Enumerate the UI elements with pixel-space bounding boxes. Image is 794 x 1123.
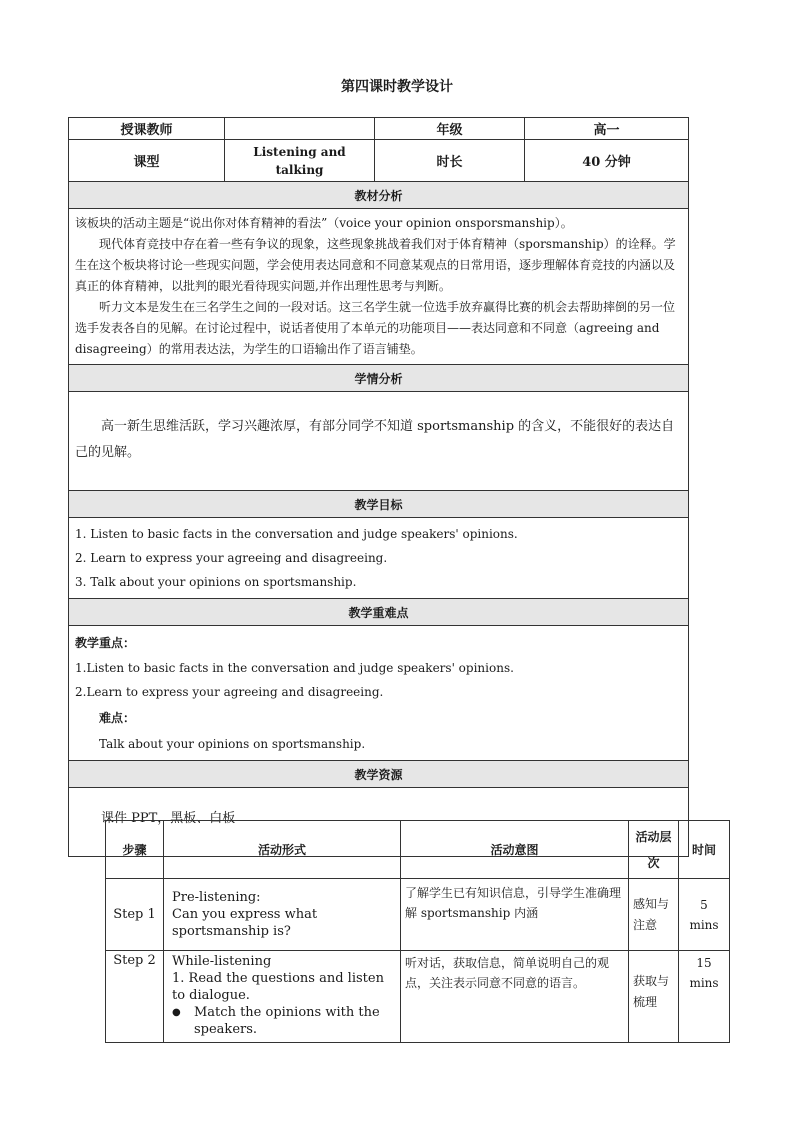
focus-item: 2.Learn to express your agreeing and disagreeing. <box>75 685 384 699</box>
learners-body <box>69 392 689 491</box>
section-heading-analysis: 教材分析 <box>69 182 689 209</box>
lesson-info-table <box>68 117 689 857</box>
time-value: 15 <box>696 956 712 970</box>
steps-header-row <box>106 821 730 879</box>
section-heading-learners: 学情分析 <box>69 365 689 392</box>
teacher-label: 授课教师 <box>69 118 225 140</box>
time-unit: mins <box>689 976 719 990</box>
type-value: Listening and talking <box>225 140 375 182</box>
time-value: 5 <box>700 897 708 912</box>
grade-label: 年级 <box>375 118 525 140</box>
type-label: 课型 <box>69 140 225 182</box>
difficulty-text: Talk about your opinions on sportsmanship. <box>99 737 366 751</box>
analysis-body <box>69 209 689 365</box>
form-line: Match the opinions with the speakers. <box>194 1005 380 1037</box>
objective-item: 3. Talk about your opinions on sportsmanship. <box>75 575 357 589</box>
duration-value: 40 分钟 <box>525 140 689 182</box>
step-label: Step 1 <box>106 879 164 951</box>
intent-text: 听对话，获取信息，简单说明自己的观点，关注表示同意不同意的语言。 <box>401 951 629 1043</box>
list-item <box>172 1004 396 1038</box>
time-unit: mins <box>689 917 719 932</box>
key-points-body <box>69 626 689 761</box>
analysis-paragraph-2: 现代体育竞技中存在着一些有争议的现象，这些现象挑战着我们对于体育精神（sporsmanship）的诠释。学生在这个板块将讨论一些现实问题，学会使用表达同意和不同意某观点的日常用语，逐步理解体育竞技的内涵以及真正的体育精神，以批判的眼光看待现实问题,并作出理性思考与判断。 <box>75 237 676 293</box>
info-row-teacher <box>69 118 689 140</box>
objectives-body <box>69 518 689 599</box>
form-line: Pre-listening: <box>172 890 261 905</box>
form-line: While-listening <box>172 954 272 969</box>
focus-item: 1.Listen to basic facts in the conversation and judge speakers' opinions. <box>75 661 514 675</box>
header-form: 活动形式 <box>164 821 401 879</box>
form-line: 1. Read the questions and listen to dialogue. <box>172 971 384 1003</box>
level-text: 获取与梳理 <box>629 951 679 1043</box>
learners-text: 高一新生思维活跃，学习兴趣浓厚，有部分同学不知道 sportsmanship 的含义，不能很好的表达自己的见解。 <box>75 419 675 460</box>
header-step: 步骤 <box>106 821 164 879</box>
resources-text: 课件 PPT，黑板、白板 <box>101 811 236 826</box>
table-row <box>106 951 730 1043</box>
teacher-value <box>225 118 375 140</box>
analysis-paragraph-1: 该板块的活动主题是“说出你对体育精神的看法”（voice your opinion onsporsmanship）。 <box>75 216 573 230</box>
level-text: 感知与注意 <box>629 879 679 951</box>
section-heading-key-points: 教学重难点 <box>69 599 689 626</box>
header-intent: 活动意图 <box>401 821 629 879</box>
header-level: 活动层次 <box>629 821 679 879</box>
bullet-icon: ● <box>172 1007 181 1018</box>
objective-item: 2. Learn to express your agreeing and disagreeing. <box>75 551 388 565</box>
page-title: 第四课时教学设计 <box>341 79 453 95</box>
objective-item: 1. Listen to basic facts in the conversation and judge speakers' opinions. <box>75 527 518 541</box>
header-time: 时间 <box>679 821 730 879</box>
analysis-paragraph-3: 听力文本是发生在三名学生之间的一段对话。这三名学生就一位选手放弃赢得比赛的机会去帮助摔倒的另一位选手发表各自的见解。在讨论过程中，说话者使用了本单元的功能项目——表达同意和不同意（agreeing and disagreeing）的常用表达法，为学生的口语输出作了语言铺垫。 <box>75 300 676 356</box>
intent-text: 了解学生已有知识信息，引导学生准确理解 sportsmanship 内涵 <box>401 879 629 951</box>
duration-label: 时长 <box>375 140 525 182</box>
difficulty-label: 难点： <box>99 711 136 725</box>
table-row <box>106 879 730 951</box>
activity-steps-table <box>105 820 730 1043</box>
step-label: Step 2 <box>106 951 164 1043</box>
info-row-type <box>69 140 689 182</box>
section-heading-objectives: 教学目标 <box>69 491 689 518</box>
form-line: Can you express what sportsmanship is? <box>172 907 318 939</box>
grade-value: 高一 <box>525 118 689 140</box>
focus-label: 教学重点： <box>75 636 136 650</box>
section-heading-resources: 教学资源 <box>69 761 689 788</box>
